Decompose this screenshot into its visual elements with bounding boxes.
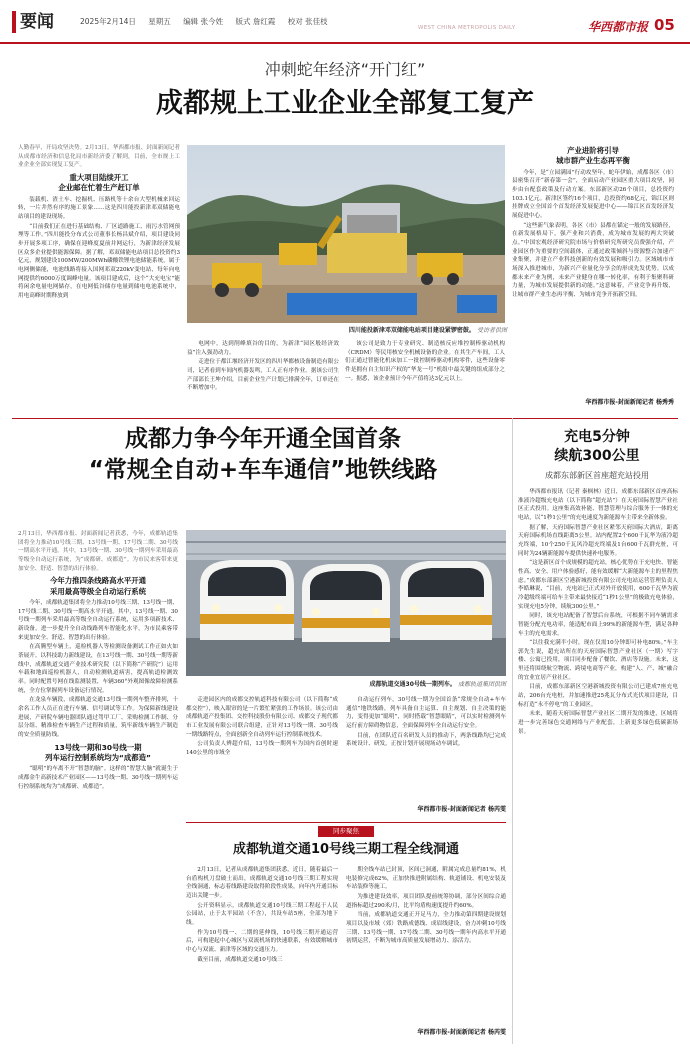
story2-left-paragraph: “聪明”的车离不开“智慧的脑”。这样的“智慧大脑”就诞生于成都金牛高新技术产业园区——13号线一期、30号线一期列车运行控制系统均为“成都研、成都造”。: [18, 766, 178, 790]
story2-mid-column: [186, 696, 338, 818]
story4-tag: 同步聚焦: [318, 826, 374, 837]
train-middle: [302, 564, 390, 642]
story4-headline: 成都轨道交通10号线三期工程全线洞通: [232, 842, 460, 857]
story1-side-subhead: 产业进阶将引导 城市群产业生态再平衡: [556, 146, 630, 166]
issue-weekday: 星期五: [148, 17, 171, 26]
story2-headline-line1: 成都力争今年开通全国首条: [125, 426, 401, 452]
story2-mid-paragraph: 走进园区内的成都交控轨道科技有限公司（以下简称“成都交控”），映入眼帘的是一片繁忙紧张的工作场景。该公司由成都轨道产投集团、交控科技股份有限公司、成都交子现代都市工业发展有限公司联合组建，正针对13号线一期、30号线一期线路特点，全面创新全自动列车运行控制系统技术。: [186, 697, 338, 738]
issue-date: 2025年2月14日: [80, 17, 136, 26]
metro-trains-illustration: [186, 530, 506, 676]
paper-english-name: WEST CHINA METROPOLIS DAILY: [418, 25, 516, 31]
story3-body: [518, 488, 678, 1044]
story1-left-paragraph: 装载机、渣土车、挖掘机、压路机等十余台大型机械来回运转，一片井然有序的施工景象……这是四川能投新津邓双储能电站项目的建设现场。: [18, 196, 180, 220]
story1-side-paragraph: “这些新气象表明，各区（市）县都在锚定一般的发展路径，在新发展格局下，强产业和兴消费，成为城市发展的两大突破点。”中国宏观经济研究院市场与价格研究所研究员费强介绍，产业园区作为重要的空间载体，正通过政策倾斜与资源整合加速产业集聚，并建立产业科技创新的有效发展和吸引力。区域城市市场深入推进城市，为新兴产业量化分享会的形成先发优势。以成都未来产业为例，未来产业健身在哪一转化率，有利于集聚科研力量，为城市发展提供新的动能。”这意味着，产业竞争再升级，让城市群产业生态再平衡、为城市竞争开拓新空间。: [512, 222, 674, 298]
story2-headline: [14, 424, 512, 486]
story1-photo-caption: [262, 326, 507, 335]
story1-left-column: [18, 144, 180, 324]
editor-credit: 编辑 张今姓: [183, 17, 224, 26]
train-right: [400, 561, 492, 640]
story2-subhead-1: 今年力推四条线路高水平开通 采用最高等级全自动运行系统: [49, 576, 147, 596]
story2-lede: 2月13日，华西都市报、封面新闻记者获悉，今年，成都轨道集团将全力推动10号线三期、13号线一期、17号线二期、30号线一期高水平开通。其中，13号线一期、30号线一期列车采用最高等级全自动运行系统，为“成都研、成都造”。为市民来客带来更加安全、舒适、智慧的出行体验。: [18, 531, 178, 572]
section-name: 要闻: [20, 11, 54, 32]
story4-right-column: [346, 866, 506, 1024]
story2-right-paragraph: 自动运行列车，30号线一期为全国首条“常规全自动+车车通信”地铁线路，列车具备自主运算、自主规划、自主决策的能力，变得更加“聪明”，同时搭载“智慧眼睛”，可以实时检测列车运行前方障碍物信息，全面保障列车全自动运行安全。: [346, 697, 506, 729]
proofreader-credit: 校对 张佳枝: [287, 17, 328, 26]
story2-left-paragraph: 在高腾型车辆上，巡检机器人等检测设备测试工作正如火如荼展开。以科技助力新线建设，在13号线一期、30号线一期等新线中，成都轨道交通产业技术研究院（以下简称“产研院”）运用车载和地面巡检机器人，自动检测轨道病害，提高轨道检测效率。同时配置号网在线监测装置，车辆360°外观图像故障检测系统，全方位掌握列车设备运行情况。: [18, 644, 178, 694]
story2-right-paragraph: 目前，在团队近百名研发人员的推动下，两条线路均已完成系统设计、研发，正按计划开展现场动车调试。: [346, 732, 506, 748]
story2-mid-paragraph: 公司负责人辨超介绍，13号线一期列车为国内首创时速140公里的市域全: [186, 741, 338, 756]
story3-paragraph: 据了解，天府国际智慧产业社区紧邻天府国际大酒店，距离天府国际机场直线距离5公里。站内配置2个600千瓦华为液冷超充终端，10个250千瓦风冷超充终端及1台600千瓦群充桩，可同时为24辆新能源车提供快速补电服务。: [518, 524, 678, 557]
story1-kicker: 冲刺蛇年经济“开门红”: [264, 60, 426, 79]
story2-left-paragraph: 今年，成都轨道集团将全力推动10号线三期、13号线一期、17号线二期、30号线一期高水平开通。其中，13号线一期、30号线一期列车采用最高等级全自动运行系统，运用多项新技术、新设备，进一步提升全自动线路列车智能化水平，为市民乘客带来更加安全、舒适、智慧的出行体验。: [18, 600, 178, 641]
story1-headline: 成都规上工业企业全部复工复产: [156, 88, 534, 119]
story1-left-paragraph: “目前我们正在进行基础结构、厂区道路施工、雨污水管网预埋等工作。”四川能投分布式公司董事长杨昌斌介绍，项目建设同步开展多项工序，确保在迎峰度夏前并网运行，为新津经济发展区众多企业提供能源保障。据了解，邓双储能电站项目总投资约3亿元，规划建设100MW/200MWh磷酸铁锂电池储能系统，属于电网侧储能，电池线路将接入国网邓双220kV变电站，每年向电网提供约6000万度调峰电量。该项目建成后，这个“大充电宝”能将闲余电量电网储存，在电网低谷储存电量到储电电池系统中，用电高峰时期释放到: [18, 223, 180, 299]
story3-paragraph: 华西都市报讯（记者 秦枫林）近日，成都东部新区首座高标准液冷超级充电站（以下简称“超充站”）在天府国际智慧产业社区正式投用。这座集高效补能、智慧管理与综合服务于一体的充电站，以“1秒1公里”的充电速度为新能源车主带来全新体验。: [518, 489, 678, 521]
story4-paragraph: 作为10号线一、二期的延伸线，10号线三期开通运营后，可构建起中心城区与双流机场的快速联系，有效缓解城市中心与双流、新津等区域的交通压力。: [186, 929, 338, 953]
train-left: [200, 560, 294, 640]
story2-right-column: [346, 696, 506, 800]
designer-credit: 版式 詹红霞: [235, 17, 276, 26]
story2-headline-line2: “常规全自动+车车通信”地铁线路: [88, 457, 438, 484]
section-marker: [12, 11, 16, 33]
story1-side-column: [512, 146, 674, 414]
story3-paragraph: 目前，成都东部新区空港新城投资有限公司已建成7座充电站，206台充电桩，并加速推进25兆瓦分布式光伏项目建设，目标打造“永不停电”的工业园区。: [518, 684, 678, 708]
story1-left-body: [18, 196, 180, 301]
story2-caption-text: 成都轨道交通30号线一期列车。: [369, 681, 456, 688]
story1-mid-column: [187, 340, 339, 412]
story4-paragraph: 期全线车站已封顶，区间已洞通，附属完成总量约81%，机电装修完成62%，正加快推进附属结构、轨道铺设、机电安装及车站装修等施工。: [346, 867, 506, 891]
story1-subhead-1: 重大项目陆续开工 企业邮在忙着生产赶订单: [58, 172, 140, 193]
story3-headline: [516, 428, 678, 466]
section-label: [12, 9, 70, 35]
story1-byline: 华西都市报-封面新闻记者 杨秀秀: [512, 398, 674, 407]
story1-photo-credit: 受访者供图: [476, 327, 507, 334]
story4-paragraph: 2月13日，记者从成都轨道集团获悉，近日，随着最后一台盾构机刀盘破土而出，成都轨道交通10号线三期工程实现全线洞通，标志着线路建设取得阶段性成果，向年内开通目标迈出关键一步。: [186, 867, 338, 899]
column-divider: [512, 418, 513, 1044]
story3-paragraph: 同时，该充电站配备了智慧后台系统，可根据不同车辆需求智能分配充电功率，能适配市面上99%的新能源车型，满足各种车主的充电需求。: [518, 613, 678, 637]
story4-paragraph: 当前，成都轨道交通正开足马力，全力推动第四期建设规划项目以及市域（郊）铁路成德线、成眉线建设，奋力冲刺10号线三期、13号线一期、17号线二期、30号线一期年内高水平开通初期运营，不断为城市高质量发展增动力、添活力。: [346, 912, 506, 945]
story4-paragraph: 公开资料显示，成都轨道交通10号线三期工程起于人民公园站，止于太平园站（不含），共设车站5座，全部为地下线。: [186, 902, 338, 926]
story2-photo-caption: [250, 680, 506, 689]
story1-mid-paragraph: 走进位于都江堰经济开发区的四川华都核设备制造有限公司，记者看到车间内机器轰鸣，工人正有序作业。据该公司生产部部长王坤介绍，目前企业生产计划已排满全年，订单还在不断增加中。: [187, 359, 339, 392]
story2-left-paragraph: 在龙泉车辆段，成都轨道交通13号线一期列车整齐排列，十余名工作人员正在进行车辆、信号调试等工作。为保障新线建设进展，产研院车辆电器团队通过驾甲工厂、采购检测工作制、分层分组、精准检查车辆生产过程和质量，筑牢新线车辆生产制造的安全质量防线。: [18, 697, 178, 738]
story3-kicker-line2: 续航300公里: [554, 447, 640, 464]
story1-caption-text: 四川能投新津邓双储能电站项目建设紧锣密鼓。: [348, 327, 475, 334]
story3-subtitle: 成都东部新区首座超充站投用: [545, 471, 649, 480]
story4-paragraph: 截至目前，成都轨道交通10号线三: [197, 956, 283, 963]
story3-paragraph: “以往我充满半小时，现在仅需10分钟即可补电80%。”车主郭先生说，超充站所在的天府国际智慧产业社区（一期）写字楼、公寓已投用，项目同步配备了餐饮、酒店等设施。未来，这里还将围绕航空物流、跨境电商等产业，构建“人、产、城”融合的宜业宜居产业社区。: [518, 640, 678, 681]
issue-meta: [80, 16, 338, 28]
construction-site-illustration: [187, 145, 505, 323]
story4-byline: 华西都市报-封面新闻记者 杨芮雯: [417, 1029, 506, 1036]
story3-kicker-line1: 充电5分钟: [564, 429, 630, 445]
story3-paragraph: “这是新区首个成规模的超充站，核心优势在于充电快、智能性高、安全、用户体验感好，能有效缓解“大新能源车主的里程焦虑。”成都东部新区空港新城投资有限公司充电站运营管理负责人李皓琳说，“目前，充电站已正式对外开放使用，600千瓦华为液冷超级终端可给车主带来最快接近“1秒1公里”的极致充电体验，实现充电5分钟，续航300公里。”: [518, 560, 678, 610]
story4-top-rule: [186, 822, 506, 823]
story1-right-paragraph: 该公司是致力于专业研究、制造核反应堆控制棒驱动机构（CRDM）等民用核安全机械设备的企业。在其生产车间，工人们正通过智能化机床加工一批控制棒驱动机构零件，这些设备零件是拥有自主知识产权的“华龙一号”机组中最关键的组成部分之一。据悉，该企业预计今年产值将达3亿元以上。: [345, 341, 505, 382]
story2-photo-credit: 成都轨道集团供图: [457, 681, 506, 688]
story2-subhead-2: 13号线一期和30号线一期 列车运行控制系统均为“成都造”: [45, 742, 151, 762]
section-divider: [12, 418, 678, 419]
story1-right-column: [345, 340, 505, 412]
story1-photo: [187, 145, 505, 323]
story2-byline: 华西都市报-封面新闻记者 杨芮雯: [417, 806, 506, 813]
story2-left-column: [18, 530, 178, 1045]
story2-photo: [186, 530, 506, 676]
page-number: 05: [654, 16, 675, 34]
story4-paragraph: 为推进建设效率，项目团队提前统筹协调，部分区间综合通道指标超过290米/月，比平均盾构速度提升约60%。: [346, 893, 506, 909]
story1-mid-paragraph: 电网中，达到削峰填谷的目的，为新津“园区般经济效益”注入强劲动力。: [187, 341, 339, 356]
story3-paragraph: 未来，随着天府国际智慧产业社区二期开发的推进，区域将进一步完善绿色交通网络与产业配套，上新更多绿色低碳新场景。: [518, 711, 678, 735]
story1-side-paragraph: 今年，是“立园满园”行动攻坚年。蛇年伊始，成都各区（市）县密集召开“新春第一会”，全面启动产业园区重大项目攻坚，同步由台配套政策及行动方案。东部新区动26个项目，总投资约103.1亿元。新津区签约16个项目，总投资约68亿元，锦江区则挂牌成立全国首个首发经济发展促进中心——锦江区首发经济发展促进中心。: [512, 169, 674, 219]
story1-lede: 人勤春早，开局攻坚决势。2月13日，华西都市报、封面新闻记者从成都市经济和信息化局市新经济委了解到，目前，全市规上工业企业全部实现复工复产。: [18, 145, 180, 169]
paper-logo: 华西都市报: [588, 20, 649, 34]
story4-left-column: [186, 866, 338, 1046]
